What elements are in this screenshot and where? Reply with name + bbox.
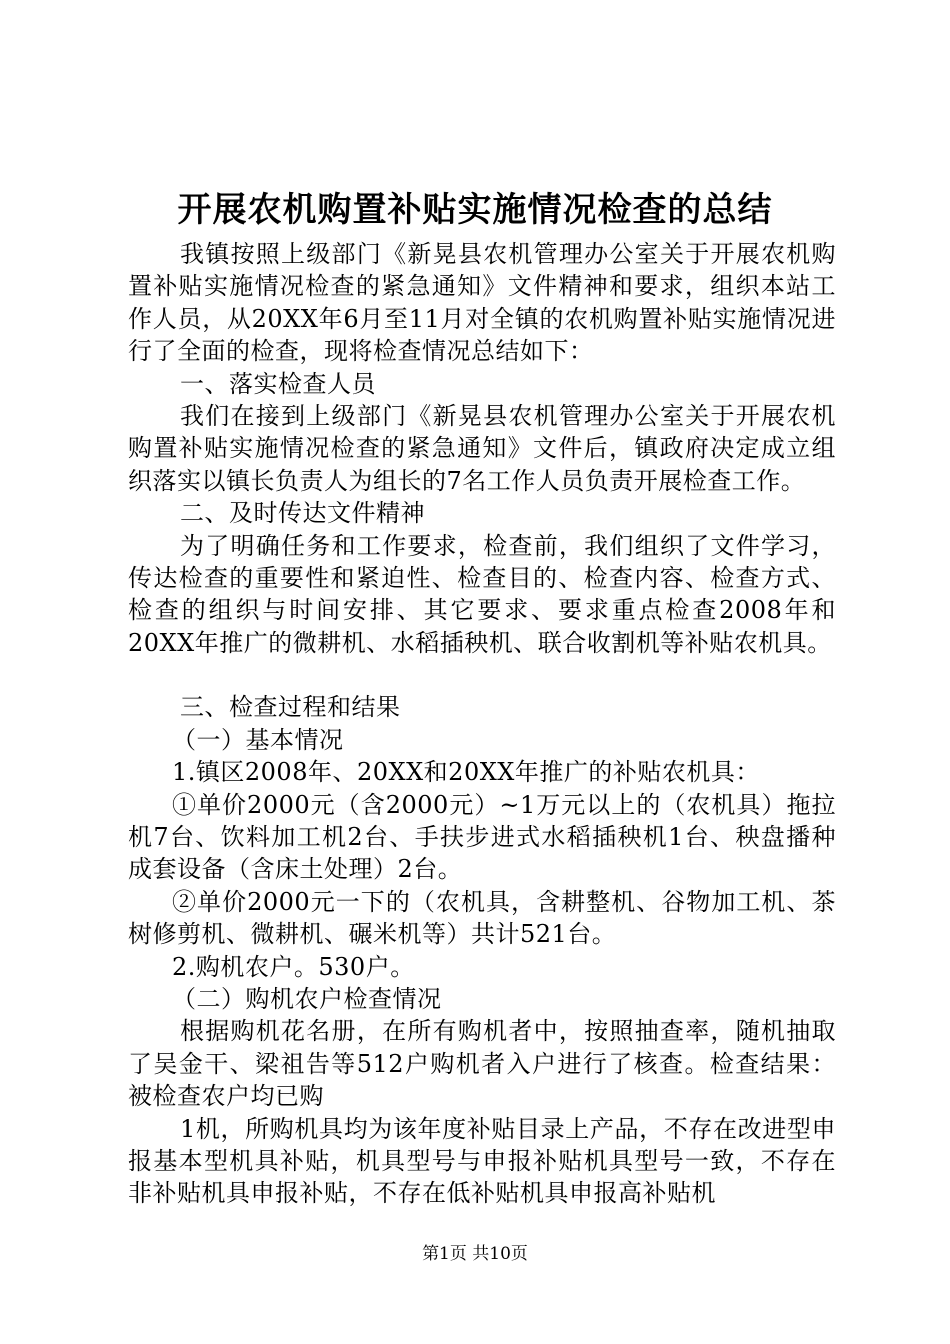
list-item-1a: ①单价2000元（含2000元）~1万元以上的（农机具）拖拉机7台、饮料加工机2台、手扶步进式水稻插秧机1台、秧盘播种成套设备（含床土处理）2台。 xyxy=(128,790,836,884)
subsection-heading-2: （二）购机农户检查情况 xyxy=(172,984,442,1013)
subsection-heading-1: （一）基本情况 xyxy=(172,725,344,754)
page-number: 第1页 共10页 xyxy=(422,1244,528,1264)
list-item-2: 2.购机农户。530户。 xyxy=(172,952,415,981)
section-1-paragraph: 我们在接到上级部门《新晃县农机管理办公室关于开展农机购置补贴实施情况检查的紧急通知》文件后，镇政府决定成立组织落实以镇长负责人为组长的7名工作人员负责开展检查工作。 xyxy=(128,402,836,495)
list-item-1b: ②单价2000元一下的（农机具，含耕整机、谷物加工机、茶树修剪机、微耕机、碾米机等）共计521台。 xyxy=(128,887,836,949)
document-title: 开展农机购置补贴实施情况检查的总结 xyxy=(177,190,773,230)
section-2-paragraph: 为了明确任务和工作要求，检查前，我们组织了文件学习，传达检查的重要性和紧迫性、检查目的、检查内容、检查方式、检查的组织与时间安排、其它要求、要求重点检查2008年和20XX年推广的微耕机、水稻插秧机、联合收割机等补贴农机具。 xyxy=(128,531,836,657)
intro-paragraph: 我镇按照上级部门《新晃县农机管理办公室关于开展农机购置补贴实施情况检查的紧急通知》文件精神和要求，组织本站工作人员，从20XX年6月至11月对全镇的农机购置补贴实施情况进行了全面的检查，现将检查情况总结如下： xyxy=(128,240,836,366)
section-heading-3: 三、检查过程和结果 xyxy=(180,693,401,722)
section-heading-2: 二、及时传达文件精神 xyxy=(180,499,425,528)
document-body xyxy=(128,238,836,1210)
subsection-2-paragraph: 根据购机花名册，在所有购机者中，按照抽查率，随机抽取了吴金干、梁祖告等512户购机者入户进行了核查。检查结果：被检查农户均已购 xyxy=(128,1017,836,1111)
subsection-2-continued-paragraph: 1机，所购机具均为该年度补贴目录上产品，不存在改进型申报基本型机具补贴，机具型号与申报补贴机具型号一致，不存在非补贴机具申报补贴，不存在低补贴机具申报高补贴机 xyxy=(128,1114,836,1208)
list-item-1: 1.镇区2008年、20XX和20XX年推广的补贴农机具： xyxy=(172,758,760,787)
section-heading-1: 一、落实检查人员 xyxy=(180,369,376,398)
